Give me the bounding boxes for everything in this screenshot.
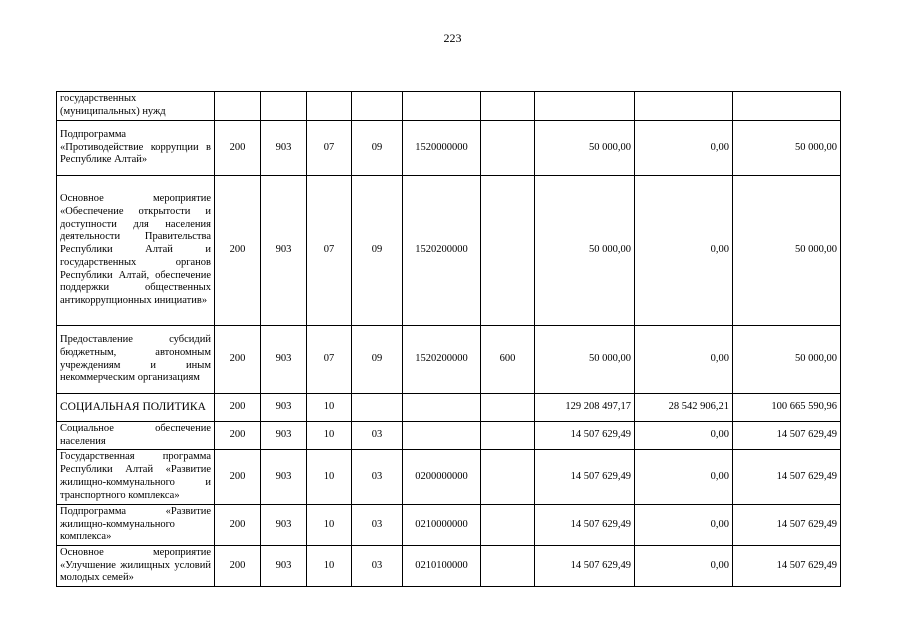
cell-section xyxy=(261,92,307,121)
cell-type xyxy=(481,176,535,326)
cell-expense: 1520000000 xyxy=(403,121,481,176)
row-name: Предоставление субсидий бюджетным, автономным учреждениям и иным некоммерческим организациям xyxy=(57,326,215,394)
cell-amount-1: 14 507 629,49 xyxy=(535,546,635,587)
cell-target: 03 xyxy=(352,422,403,450)
cell-amount-2: 28 542 906,21 xyxy=(635,394,733,422)
cell-admin: 200 xyxy=(215,505,261,546)
cell-admin: 200 xyxy=(215,422,261,450)
cell-expense: 1520200000 xyxy=(403,176,481,326)
cell-subsection: 10 xyxy=(307,394,352,422)
cell-expense xyxy=(403,92,481,121)
cell-section: 903 xyxy=(261,121,307,176)
row-name: государственных (муниципальных) нужд xyxy=(57,92,215,121)
cell-admin xyxy=(215,92,261,121)
cell-type xyxy=(481,546,535,587)
cell-section: 903 xyxy=(261,394,307,422)
cell-amount-1: 50 000,00 xyxy=(535,176,635,326)
cell-admin: 200 xyxy=(215,450,261,505)
cell-amount-2: 0,00 xyxy=(635,121,733,176)
cell-amount-3: 50 000,00 xyxy=(733,121,841,176)
cell-target: 03 xyxy=(352,505,403,546)
cell-amount-1: 14 507 629,49 xyxy=(535,505,635,546)
cell-amount-3: 100 665 590,96 xyxy=(733,394,841,422)
table-row xyxy=(57,450,841,505)
table-row xyxy=(57,92,841,121)
cell-subsection xyxy=(307,92,352,121)
cell-subsection: 07 xyxy=(307,326,352,394)
cell-amount-3: 50 000,00 xyxy=(733,176,841,326)
cell-subsection: 07 xyxy=(307,121,352,176)
cell-expense xyxy=(403,422,481,450)
cell-section: 903 xyxy=(261,450,307,505)
cell-admin: 200 xyxy=(215,121,261,176)
cell-expense: 0210000000 xyxy=(403,505,481,546)
table-row xyxy=(57,546,841,587)
cell-amount-2 xyxy=(635,92,733,121)
table-row xyxy=(57,422,841,450)
cell-subsection: 10 xyxy=(307,546,352,587)
cell-admin: 200 xyxy=(215,176,261,326)
cell-section: 903 xyxy=(261,505,307,546)
cell-subsection: 10 xyxy=(307,505,352,546)
cell-expense xyxy=(403,394,481,422)
row-name: Подпрограмма «Развитие жилищно-коммунального комплекса» xyxy=(57,505,215,546)
cell-target xyxy=(352,394,403,422)
cell-amount-3: 14 507 629,49 xyxy=(733,422,841,450)
cell-amount-1: 14 507 629,49 xyxy=(535,422,635,450)
cell-amount-2: 0,00 xyxy=(635,422,733,450)
cell-amount-2: 0,00 xyxy=(635,505,733,546)
cell-subsection: 10 xyxy=(307,450,352,505)
cell-target: 09 xyxy=(352,326,403,394)
cell-type xyxy=(481,422,535,450)
table-row xyxy=(57,505,841,546)
table-row xyxy=(57,326,841,394)
row-name: Основное мероприятие «Улучшение жилищных условий молодых семей» xyxy=(57,546,215,587)
cell-section: 903 xyxy=(261,546,307,587)
cell-target xyxy=(352,92,403,121)
cell-amount-1: 50 000,00 xyxy=(535,326,635,394)
cell-amount-2: 0,00 xyxy=(635,176,733,326)
cell-amount-2: 0,00 xyxy=(635,546,733,587)
cell-type xyxy=(481,92,535,121)
cell-type xyxy=(481,121,535,176)
cell-admin: 200 xyxy=(215,546,261,587)
cell-amount-3: 14 507 629,49 xyxy=(733,505,841,546)
cell-type xyxy=(481,450,535,505)
cell-section: 903 xyxy=(261,326,307,394)
table-row xyxy=(57,121,841,176)
cell-expense: 1520200000 xyxy=(403,326,481,394)
cell-section: 903 xyxy=(261,176,307,326)
budget-table xyxy=(56,91,841,587)
cell-target: 09 xyxy=(352,121,403,176)
cell-section: 903 xyxy=(261,422,307,450)
cell-expense: 0210100000 xyxy=(403,546,481,587)
cell-target: 03 xyxy=(352,450,403,505)
table-row xyxy=(57,176,841,326)
page-number: 223 xyxy=(443,31,462,45)
cell-amount-3: 14 507 629,49 xyxy=(733,450,841,505)
cell-admin: 200 xyxy=(215,394,261,422)
cell-type: 600 xyxy=(481,326,535,394)
cell-amount-2: 0,00 xyxy=(635,450,733,505)
row-name: Государственная программа Республики Алтай «Развитие жилищно-коммунального и транспортного комплекса» xyxy=(57,450,215,505)
cell-amount-1: 14 507 629,49 xyxy=(535,450,635,505)
row-name: Социальное обеспечение населения xyxy=(57,422,215,450)
cell-target: 03 xyxy=(352,546,403,587)
row-name: Подпрограмма «Противодействие коррупции в Республике Алтай» xyxy=(57,121,215,176)
cell-expense: 0200000000 xyxy=(403,450,481,505)
cell-subsection: 10 xyxy=(307,422,352,450)
cell-amount-3 xyxy=(733,92,841,121)
cell-amount-2: 0,00 xyxy=(635,326,733,394)
cell-amount-1: 129 208 497,17 xyxy=(535,394,635,422)
cell-target: 09 xyxy=(352,176,403,326)
cell-amount-3: 50 000,00 xyxy=(733,326,841,394)
cell-admin: 200 xyxy=(215,326,261,394)
cell-amount-3: 14 507 629,49 xyxy=(733,546,841,587)
cell-amount-1: 50 000,00 xyxy=(535,121,635,176)
table-row xyxy=(57,394,841,422)
cell-amount-1 xyxy=(535,92,635,121)
cell-type xyxy=(481,394,535,422)
row-name: СОЦИАЛЬНАЯ ПОЛИТИКА xyxy=(57,394,215,422)
cell-subsection: 07 xyxy=(307,176,352,326)
row-name: Основное мероприятие «Обеспечение открытости и доступности для населения деятельности Правительства Республики Алтай и государственных органов Республики Алтай, обеспечение поддержки общественных антикоррупционных инициатив» xyxy=(57,176,215,326)
cell-type xyxy=(481,505,535,546)
